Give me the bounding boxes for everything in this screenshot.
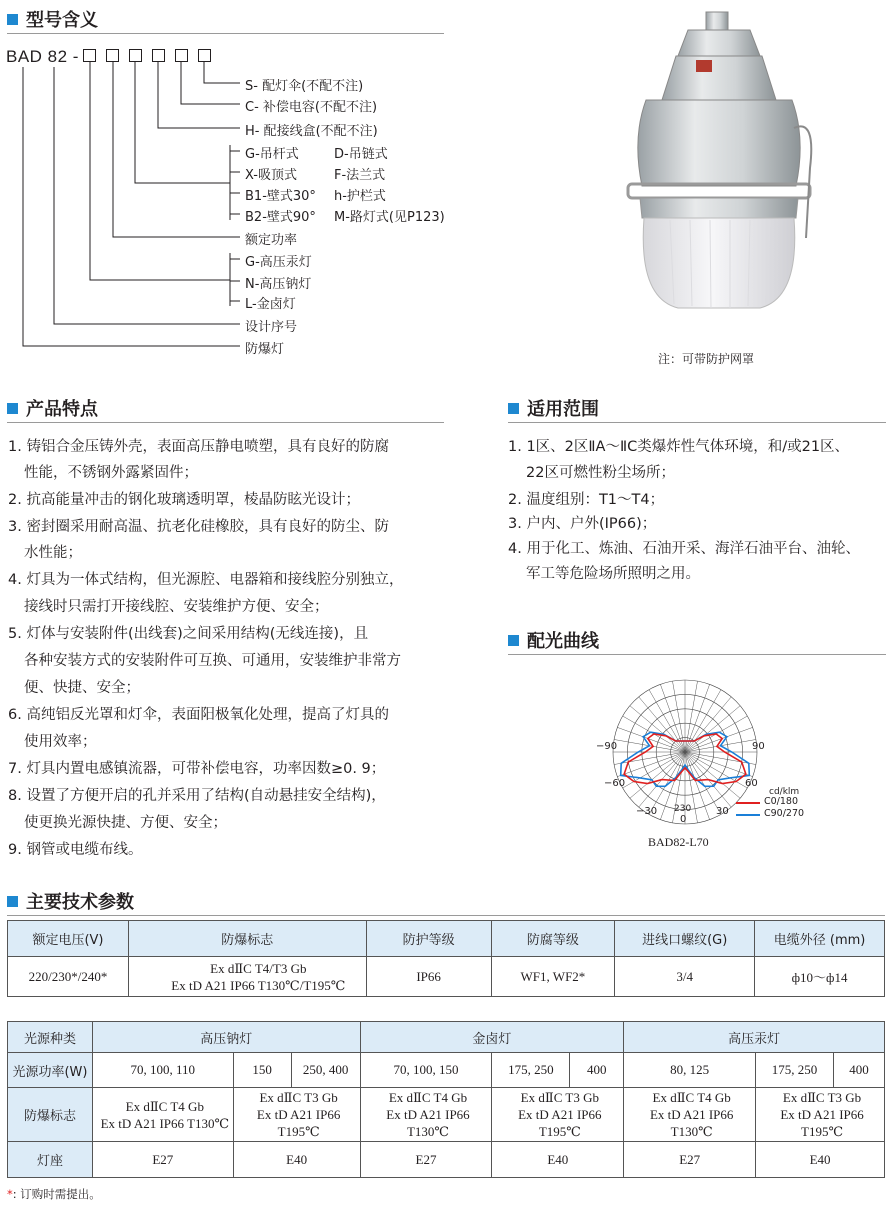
section-square-icon xyxy=(7,896,18,907)
feature-line: 性能，不锈钢外露紧固件； xyxy=(24,465,198,481)
feature-line: 使用效率； xyxy=(24,734,97,750)
curve-caption: BAD82-L70 xyxy=(648,835,709,849)
legend-blue-line xyxy=(736,814,760,816)
label-m: M-路灯式(见P123) xyxy=(334,210,445,225)
lamp-base: E27 xyxy=(360,1142,492,1178)
spec-ex-line1: Ex dⅡC T4/T3 Gb xyxy=(210,960,307,976)
label-f: F-法兰式 xyxy=(334,168,386,183)
spec-header: 额定电压(V) xyxy=(8,921,129,957)
feature-line: 便、快捷、安全； xyxy=(24,680,140,696)
spec-table xyxy=(7,920,885,997)
spec-header: 电缆外径 (mm) xyxy=(755,921,885,957)
section-square-icon xyxy=(508,635,519,646)
lamp-power: 250, 400 xyxy=(291,1053,360,1088)
lamp-row-label: 防爆标志 xyxy=(8,1088,93,1142)
legend-c90: C90/270 xyxy=(764,808,805,819)
feature-line: 7. 灯具内置电感镇流器，可带补偿电容，功率因数≥0. 9； xyxy=(8,761,386,777)
feature-line: 2. 抗高能量冲击的钢化玻璃透明罩，棱晶防眩光设计； xyxy=(8,492,360,508)
lamp-base: E40 xyxy=(233,1142,360,1178)
label-hh: h-护栏式 xyxy=(334,189,386,204)
ex-line: Ex tD A21 IP66 T195℃ xyxy=(780,1107,864,1139)
feature-line: 1. 铸铝合金压铸外壳，表面高压静电喷塑，具有良好的防腐 xyxy=(8,439,389,455)
photo-note: 注：可带防护网罩 xyxy=(658,352,755,366)
scope-line: 2. 温度组别：T1～T4； xyxy=(508,492,665,508)
tick-p30: 30 xyxy=(716,806,729,817)
section-divider xyxy=(508,422,886,423)
ex-line: Ex dⅡC T4 Gb xyxy=(388,1090,468,1105)
lamp-ex-t4 xyxy=(92,1088,233,1142)
ex-line: Ex dⅡC T3 Gb xyxy=(259,1090,338,1105)
feature-line: 使更换光源快捷、方便、安全； xyxy=(24,815,227,831)
feature-line: 接线时只需打开接线腔、安装维护方便、安全； xyxy=(24,599,329,615)
product-photo xyxy=(610,8,830,338)
lamp-power: 175, 250 xyxy=(756,1053,834,1088)
tick-p90: 90 xyxy=(752,741,765,752)
scope-line: 4. 用于化工、炼油、石油开采、海洋石油平台、油轮、 xyxy=(508,541,860,557)
ex-line: Ex tD A21 IP66 T195℃ xyxy=(256,1107,341,1139)
tick-zero: 0 xyxy=(680,814,687,825)
lamp-base: E27 xyxy=(624,1142,756,1178)
lamp-row-label: 光源功率(W) xyxy=(8,1053,93,1088)
label-ex: 防爆灯 xyxy=(245,342,285,357)
label-serial: 设计序号 xyxy=(245,320,298,335)
lamp-power: 80, 125 xyxy=(624,1053,756,1088)
lamp-ex-t3 xyxy=(233,1088,360,1142)
ex-line: Ex dⅡC T3 Gb xyxy=(782,1090,862,1105)
feature-line: 水性能； xyxy=(24,545,82,561)
ex-line: Ex dⅡC T3 Gb xyxy=(520,1090,599,1105)
lamp-group: 高压钠灯 xyxy=(92,1022,360,1053)
ex-line: Ex tD A21 IP66 T130℃ xyxy=(386,1107,470,1139)
lamp-ex-t3 xyxy=(492,1088,624,1142)
section-divider xyxy=(508,654,886,655)
section-title-specs xyxy=(7,888,134,914)
lamp-base: E40 xyxy=(756,1142,885,1178)
section-divider xyxy=(7,915,885,916)
tick-m30: −30 xyxy=(636,806,658,817)
section-title-scope xyxy=(508,395,599,421)
legend-red-line xyxy=(736,802,760,804)
feature-line: 8. 设置了方便开启的孔并采用了结构(自动悬挂安全结构)， xyxy=(8,788,386,804)
ex-line: Ex tD A21 IP66 T195℃ xyxy=(518,1107,602,1139)
spec-header: 防腐等级 xyxy=(491,921,615,957)
lamp-ex-t3 xyxy=(756,1088,885,1142)
spec-ex-mark xyxy=(128,957,366,997)
lamp-table xyxy=(7,1021,885,1178)
label-power: 额定功率 xyxy=(245,233,298,248)
section-square-icon xyxy=(508,403,519,414)
label-c: C- 补偿电容(不配不注) xyxy=(245,100,378,115)
spec-thread: 3/4 xyxy=(615,957,755,997)
section-square-icon xyxy=(7,403,18,414)
ex-line: Ex tD A21 IP66 T130℃ xyxy=(649,1107,734,1139)
label-gl: G-高压汞灯 xyxy=(245,255,312,270)
label-ll: L-金卤灯 xyxy=(245,297,296,312)
scope-line: 3. 户内、户外(IP66)； xyxy=(508,516,657,532)
spec-ex-line2: Ex tD A21 IP66 T130℃/T195℃ xyxy=(171,977,346,993)
curve-title: 配光曲线 xyxy=(527,631,599,652)
scope-line: 1. 1区、2区ⅡA～ⅡC类爆炸性气体环境，和/或21区、 xyxy=(508,439,850,455)
features-title: 产品特点 xyxy=(26,399,98,420)
lamp-base: E40 xyxy=(492,1142,624,1178)
scope-line: 22区可燃性粉尘场所； xyxy=(526,465,675,481)
label-h: H- 配接线盒(不配不注) xyxy=(245,124,378,139)
section-title-curve xyxy=(508,627,599,653)
feature-line: 各种安装方式的安装附件可互换、可通用，安装维护非常方 xyxy=(24,653,401,669)
feature-line: 4. 灯具为一体式结构，但光源腔、电器箱和接线腔分别独立， xyxy=(8,572,404,588)
specs-title: 主要技术参数 xyxy=(26,892,134,913)
feature-line: 5. 灯体与安装附件(出线套)之间采用结构(无线连接)，且 xyxy=(8,626,369,642)
lamp-group: 金卤灯 xyxy=(360,1022,624,1053)
lamp-group: 高压汞灯 xyxy=(624,1022,885,1053)
lamp-power: 175, 250 xyxy=(492,1053,570,1088)
feature-line: 6. 高纯铝反光罩和灯伞，表面阳极氧化处理，提高了灯具的 xyxy=(8,707,389,723)
lamp-ex-t4 xyxy=(624,1088,756,1142)
model-title: 型号含义 xyxy=(26,10,98,31)
spec-ip: IP66 xyxy=(366,957,491,997)
feature-line: 3. 密封圈采用耐高温、抗老化硅橡胶，具有良好的防尘、防 xyxy=(8,519,389,535)
scope-title: 适用范围 xyxy=(527,399,599,420)
tick-m60: −60 xyxy=(604,778,626,789)
footnote-mark: * xyxy=(7,1187,13,1201)
spec-header: 防爆标志 xyxy=(128,921,366,957)
spec-voltage: 220/230*/240* xyxy=(8,957,129,997)
lamp-power: 70, 100, 150 xyxy=(360,1053,492,1088)
label-nl: N-高压钠灯 xyxy=(245,277,312,292)
ex-line: Ex tD A21 IP66 T130℃ xyxy=(100,1115,230,1131)
label-s: S- 配灯伞(不配不注) xyxy=(245,79,364,94)
footnote xyxy=(7,1186,101,1202)
lamp-row-label: 灯座 xyxy=(8,1142,93,1178)
section-divider xyxy=(7,422,444,423)
ex-line: Ex dⅡC T4 Gb xyxy=(125,1098,204,1114)
footnote-text: : 订购时需提出。 xyxy=(12,1187,101,1201)
legend-c0: C0/180 xyxy=(764,796,799,807)
section-title-features xyxy=(7,395,98,421)
scope-line: 军工等危险场所照明之用。 xyxy=(526,566,700,582)
label-x: X-吸顶式 xyxy=(245,168,297,183)
feature-line: 9. 钢管或电缆布线。 xyxy=(8,842,143,858)
spec-anticorrosion: WF1, WF2* xyxy=(491,957,615,997)
lamp-row-label: 光源种类 xyxy=(8,1022,93,1053)
label-b2: B2-壁式90° xyxy=(245,210,316,225)
model-code: BAD 82 - xyxy=(6,47,79,66)
spec-header: 进线口螺纹(G) xyxy=(615,921,755,957)
ex-line: Ex dⅡC T4 Gb xyxy=(652,1090,731,1105)
curve-unit: cd/klm xyxy=(769,787,800,797)
lamp-power: 400 xyxy=(570,1053,624,1088)
spec-cable: ф10～ф14 xyxy=(755,957,885,997)
lamp-power: 70, 100, 110 xyxy=(92,1053,233,1088)
lamp-power: 400 xyxy=(834,1053,885,1088)
lamp-base: E27 xyxy=(92,1142,233,1178)
tick-m90: −90 xyxy=(596,741,618,752)
lamp-ex-t4 xyxy=(360,1088,492,1142)
spec-header: 防护等级 xyxy=(366,921,491,957)
label-g: G-吊杆式 xyxy=(245,147,299,162)
lamp-power: 150 xyxy=(233,1053,291,1088)
tick-p60: 60 xyxy=(745,778,758,789)
label-b1: B1-壁式30° xyxy=(245,189,316,204)
label-d: D-吊链式 xyxy=(334,147,388,162)
tick-r230: 230 xyxy=(674,804,692,814)
